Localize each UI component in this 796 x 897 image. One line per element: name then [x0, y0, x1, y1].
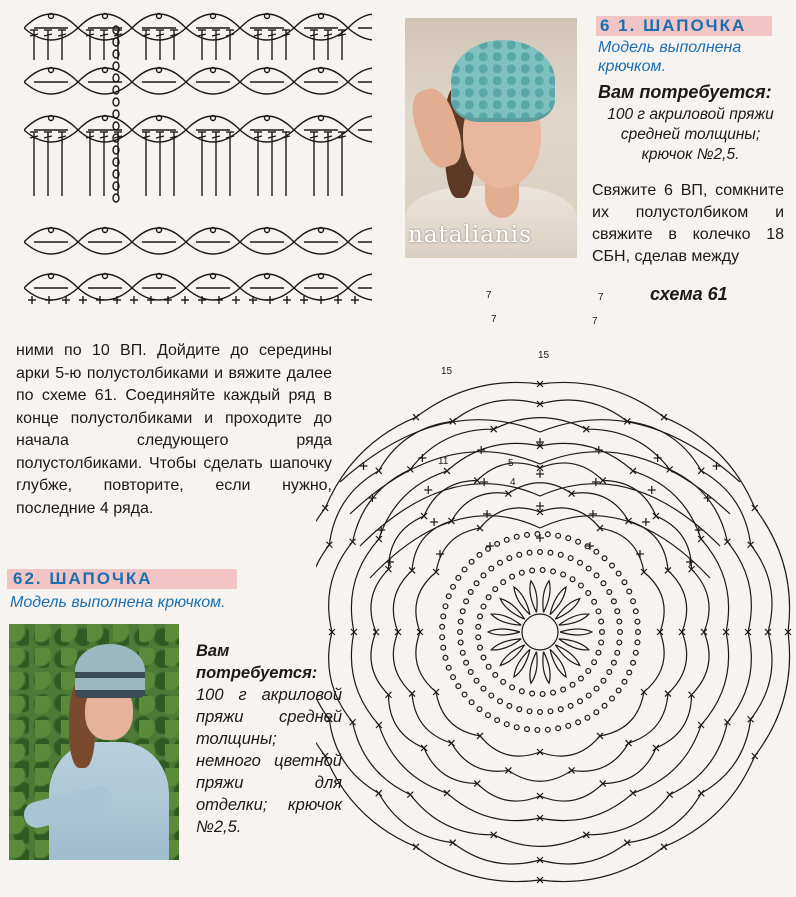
row-label-4: 4 — [510, 477, 516, 488]
row-label-7: 7 — [486, 290, 492, 301]
section-61-instructions-cont: ними по 10 ВП. Дойдите до середины арки 5-ю полустолбиками и вяжите далее по схеме 61. Соединяйте каждый ряд в конце полустолбиками и проходите до начала следующего ряда полустолбиками. Чтобы сделать шапочку глубже, повторите, если нужно, последние 4 ряда. — [16, 342, 332, 517]
model-photo-62 — [9, 624, 179, 860]
section-61-heading — [596, 16, 772, 36]
row-label-15: 15 — [441, 366, 453, 377]
schema-61-label: схема 61 — [650, 284, 728, 304]
row-label-5: 5 — [508, 458, 514, 469]
section-62-heading — [7, 569, 237, 589]
stitch-chart-round — [316, 280, 796, 892]
row-label-15: 15 — [538, 350, 550, 361]
section-62-need-label: Вам потребуется: — [196, 642, 318, 682]
section-61-title: 6 1. ШАПОЧКА — [600, 16, 747, 35]
section-61-instructions-start: Свяжите 6 ВП, сомкните их полустолбиком и свяжите в колечко 18 СБН, сделав между — [592, 182, 784, 265]
row-label-7: 7 — [598, 292, 604, 303]
section-61-need-label: Вам потребуется: — [598, 82, 772, 102]
section-62-title: 62. ШАПОЧКА — [13, 569, 153, 588]
row-label-7: 7 — [592, 316, 598, 327]
section-61-model-note: Модель выполнена крючком. — [598, 39, 742, 75]
watermark: natalianis — [408, 222, 532, 248]
stitch-chart-top — [24, 0, 372, 312]
section-61-materials: 100 г акриловой пряжи средней толщины; крючок №2,5. — [607, 106, 774, 163]
row-label-7: 7 — [491, 314, 497, 325]
section-62-model-note: Модель выполнена крючком. — [10, 594, 226, 611]
row-label-11: 11 — [438, 456, 449, 467]
section-62-materials-text: 100 г акриловой пряжи средней толщины; немного цветной пряжи для отделки; крючок №2,5. — [196, 686, 342, 836]
